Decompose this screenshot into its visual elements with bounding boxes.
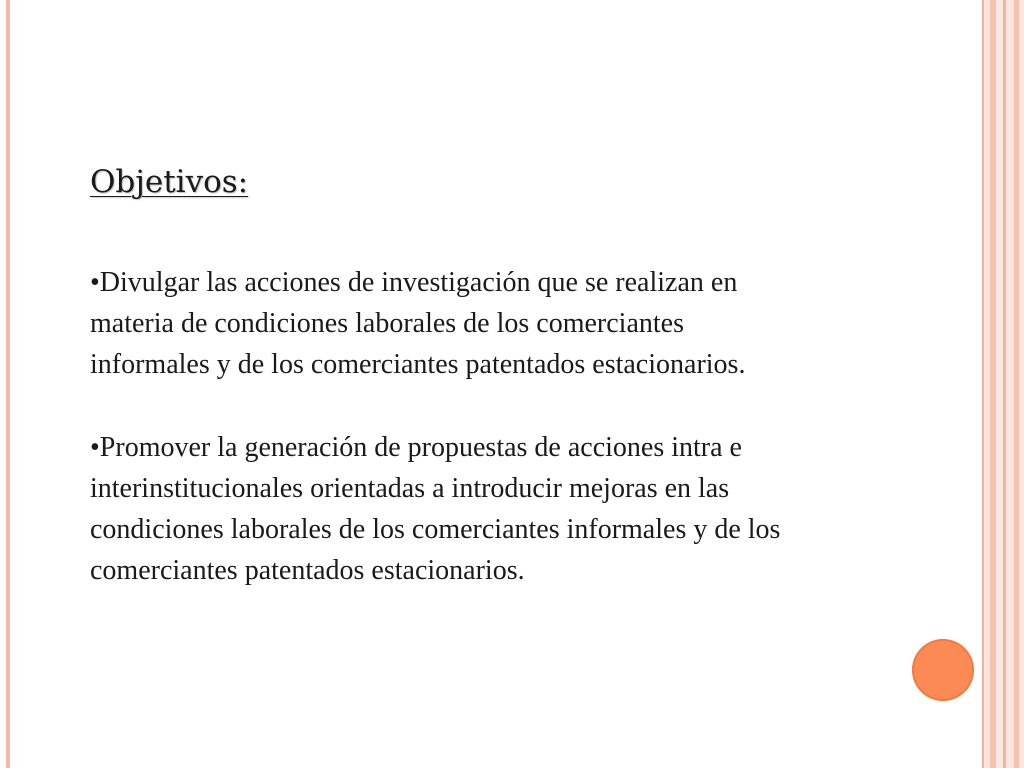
bullet-line: •Promover la generación de propuestas de acciones intra e: [90, 432, 742, 463]
right-frame-line: [1003, 0, 1006, 768]
decorative-circle-icon: [912, 639, 974, 701]
bullet-line: •Divulgar las acciones de investigación que se realizan en: [90, 267, 738, 298]
bullet-item: [90, 262, 960, 385]
bullet-line: comerciantes patentados estacionarios.: [90, 555, 525, 586]
slide-content: [90, 162, 960, 591]
bullet-line: materia de condiciones laborales de los comerciantes: [90, 308, 684, 339]
bullet-line: informales y de los comerciantes patentados estacionarios.: [90, 349, 746, 380]
left-frame-line: [6, 0, 10, 768]
right-frame-line: [990, 0, 996, 768]
slide-heading: Objetivos:: [90, 164, 249, 200]
bullet-line: condiciones laborales de los comerciantes informales y de los: [90, 514, 781, 545]
right-frame-line: [1014, 0, 1019, 768]
bullet-item: [90, 427, 960, 591]
right-frame-line: [982, 0, 984, 768]
bullet-line: interinstitucionales orientadas a introducir mejoras en las: [90, 473, 730, 504]
